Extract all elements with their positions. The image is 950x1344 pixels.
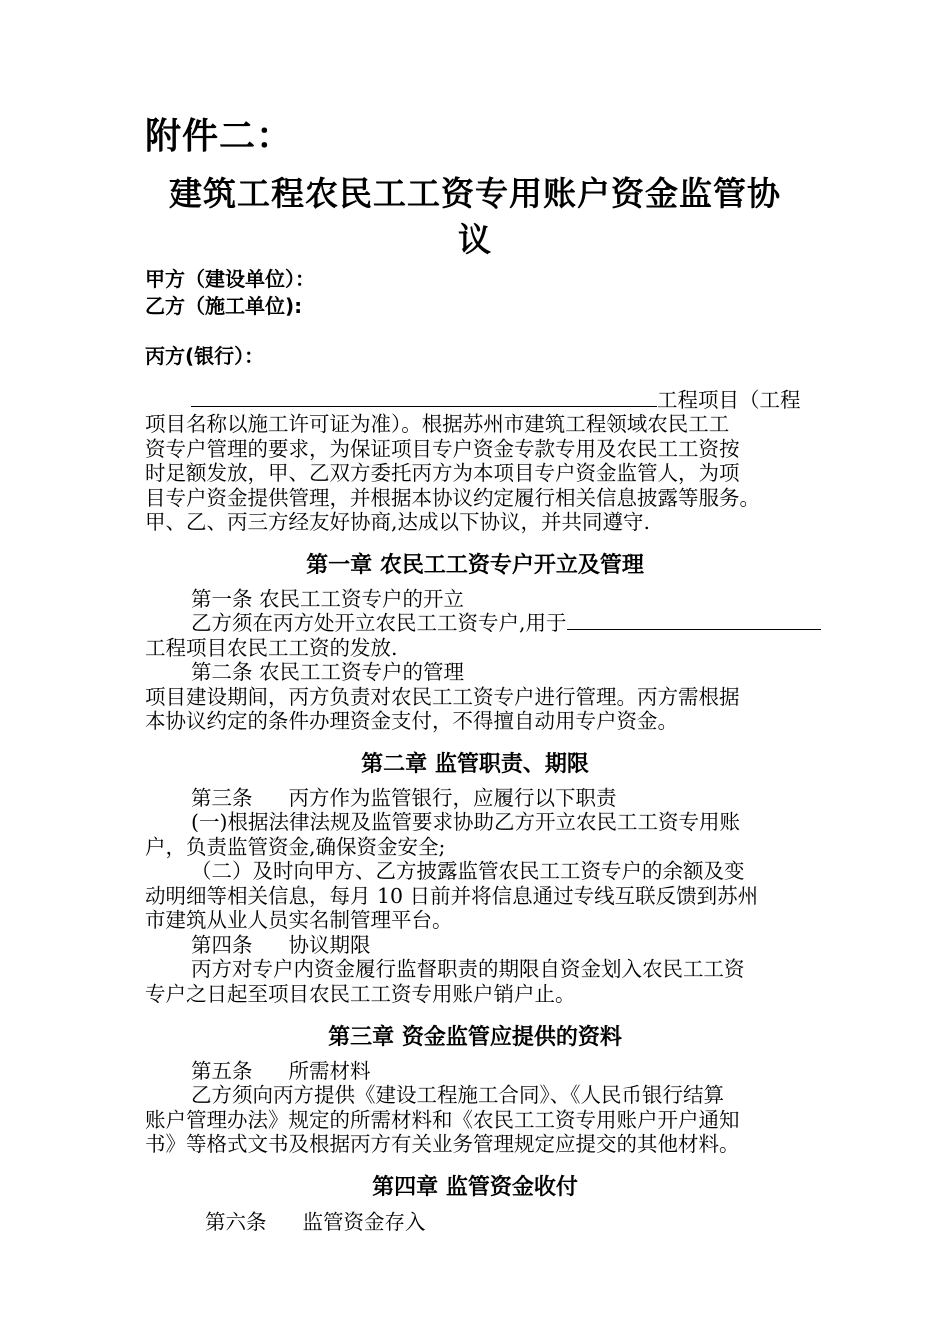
article1-title: 第一条 农民工工资专户的开立: [191, 587, 465, 611]
article4-line2: 专户之日起至项目农民工工资专用账户销户止。: [145, 982, 576, 1006]
article5-line1: 乙方须向丙方提供《建设工程施工合同》、《人民币银行结算: [191, 1083, 724, 1107]
article6-text: 监管资金存入: [302, 1210, 426, 1234]
article5-line3: 书》等格式文书及根据丙方有关业务管理规定应提交的其他材料。: [145, 1132, 740, 1156]
chapter1-heading: 第一章 农民工工资专户开立及管理: [306, 553, 644, 578]
party-c-label: 丙方(银行）：: [145, 344, 265, 368]
document-title-line1: 建筑工程农民工工资专用账户资金监管协: [169, 174, 781, 213]
intro-line4: 时足额发放，甲、乙双方委托丙方为本项目专户资金监管人，为项: [145, 461, 740, 485]
article5-text: 所需材料: [288, 1059, 371, 1083]
intro-line5: 目专户资金提供管理，并根据本协议约定履行相关信息披露等服务。: [145, 486, 760, 510]
article5-line2: 账户管理办法》规定的所需材料和《农民工工资专用账户开户通知: [145, 1108, 740, 1132]
item2-line3: 市建筑从业人员实名制管理平台。: [145, 908, 453, 932]
article6-title: [145, 1210, 885, 1234]
article3-label: 第三条: [191, 786, 253, 810]
article3-title: [145, 786, 871, 810]
document-title-line2: 议: [458, 220, 492, 259]
article4-text: 协议期限: [288, 933, 371, 957]
article2-line1: 项目建设期间，丙方负责对农民工工资专户进行管理。丙方需根据: [145, 685, 740, 709]
article1-line2: 工程项目农民工工资的发放.: [145, 636, 398, 660]
intro-line2: 项目名称以施工许可证为准）。根据苏州市建筑工程领域农民工工: [145, 412, 730, 436]
article5-title: [145, 1059, 871, 1083]
article2-title: 第二条 农民工工资专户的管理: [191, 660, 465, 684]
article5-label: 第五条: [191, 1059, 253, 1083]
party-a-label: 甲方（建设单位）：: [145, 267, 315, 291]
article3-text: 丙方作为监管银行，应履行以下职责: [288, 786, 617, 810]
article1-line1: [145, 611, 871, 635]
item1-line2: 户，负责监管资金,确保资金安全;: [145, 835, 446, 859]
annex-label: 附件二：: [145, 116, 294, 157]
intro-line1: [145, 388, 825, 412]
article4-line1: 丙方对专户内资金履行监督职责的期限自资金划入农民工工资: [191, 957, 745, 981]
chapter4-heading: 第四章 监管资金收付: [372, 1175, 578, 1200]
intro-line3: 资专户管理的要求，为保证项目专户资金专款专用及农民工工资按: [145, 437, 740, 461]
project-use-blank: [567, 611, 821, 630]
chapter3-heading: 第三章 资金监管应提供的资料: [328, 1025, 622, 1050]
chapter2-heading: 第二章 监管职责、期限: [361, 752, 589, 777]
item1-line1: (一)根据法律法规及监管要求协助乙方开立农民工工资专用账: [191, 810, 740, 834]
article6-label: 第六条: [205, 1210, 267, 1234]
article4-title: [145, 933, 871, 957]
item2-line2: 动明细等相关信息，每月 10 日前并将信息通过专线互联反馈到苏州: [145, 884, 759, 908]
intro-line6: 甲、乙、丙三方经友好协商,达成以下协议，并共同遵守.: [145, 510, 651, 534]
article1-line1-text: 乙方须在丙方处开立农民工工资专户,用于: [191, 611, 567, 635]
article2-line2: 本协议约定的条件办理资金支付，不得擅自动用专户资金。: [145, 709, 678, 733]
article4-label: 第四条: [191, 933, 253, 957]
party-b-label: 乙方（施工单位):: [145, 294, 303, 318]
intro-line1-tail: 工程项目（工程: [657, 388, 801, 412]
project-name-blank: [191, 388, 657, 407]
item2-line1: （二）及时向甲方、乙方披露监管农民工工资专户的余额及变: [191, 859, 745, 883]
